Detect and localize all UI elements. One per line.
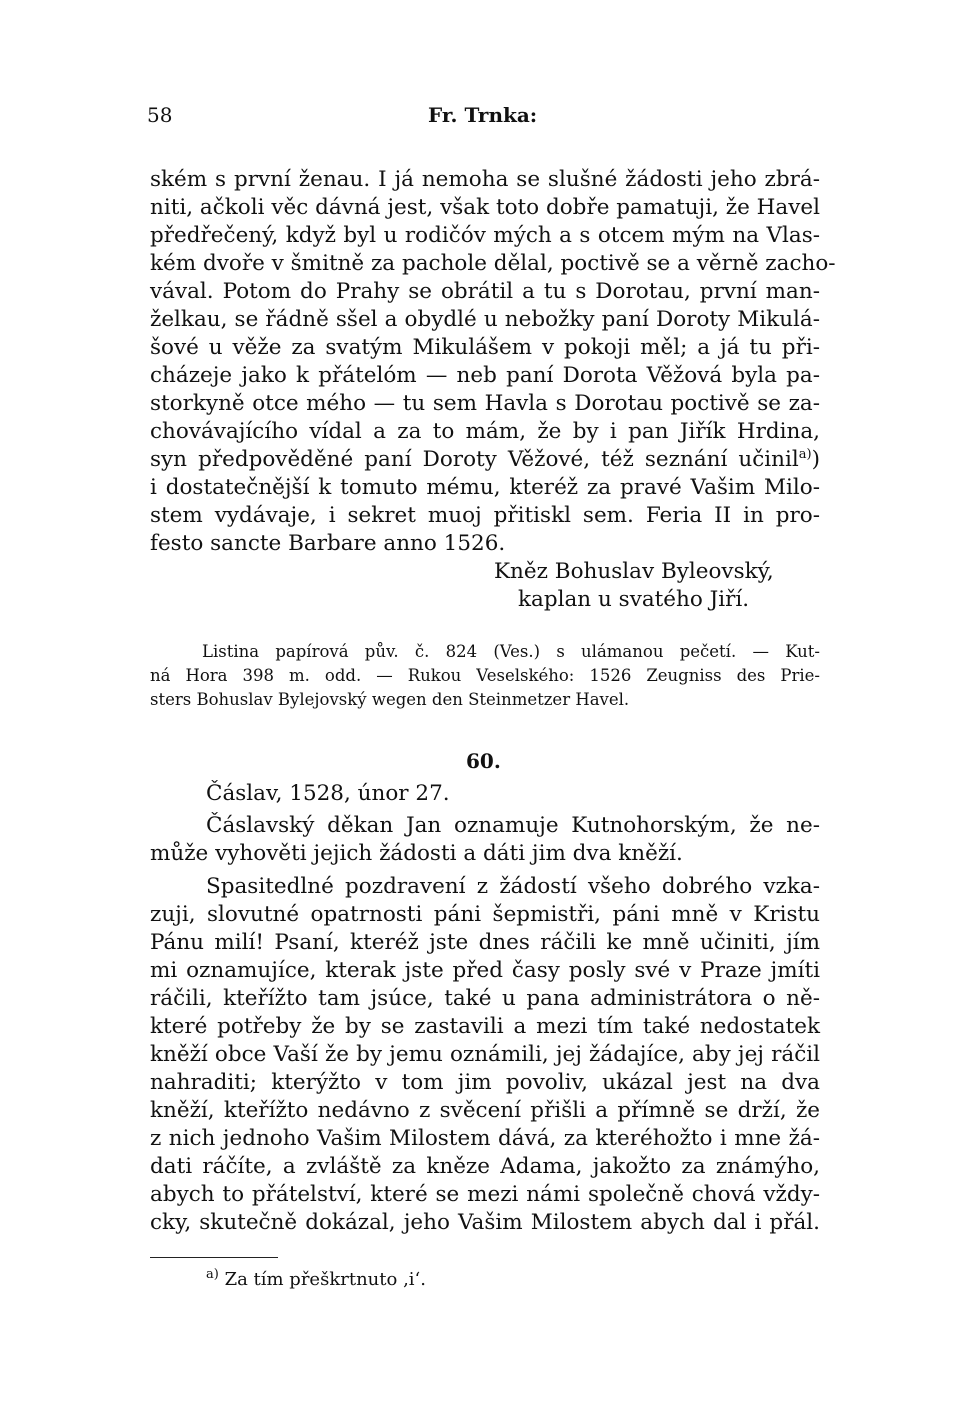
text-line: šové u věže za svatým Mikulášem v pokoji měl; a já tu při- [150, 335, 820, 360]
archival-note-line: sters Bohuslav Bylejovský wegen den Steinmetzer Havel. [150, 690, 630, 709]
summary-line: Čáslavský děkan Jan oznamuje Kutnohorským, že ne- [206, 813, 820, 838]
footnote-rule [150, 1257, 278, 1258]
summary-line: může vyhověti jejich žádosti a dáti jim dva kněží. [150, 841, 683, 866]
signature-title: kaplan u svatého Jiří. [518, 587, 750, 612]
footnote-text: Za tím přeškrtnuto ‚i‘. [224, 1269, 426, 1290]
signature-name: Kněz Bohuslav Byleovský, [494, 559, 774, 584]
text-line: dati ráčíte, a zvláště za kněze Adama, jakožto za známýho, [150, 1154, 820, 1179]
text-line: i dostatečnější k tomuto mému, kteréž za pravé Vašim Milo- [150, 475, 820, 500]
text-line: mi oznamujíce, kterak jste před časy posly své v Praze jmíti [150, 958, 820, 983]
text-line: ském s první ženau. I já nemoha se slušné žádosti jeho zbrá- [150, 167, 820, 192]
page-header [147, 103, 820, 137]
text-line: niti, ačkoli věc dávná jest, však toto dobře pamatuji, že Havel [150, 195, 820, 220]
page [147, 0, 836, 1419]
text-line: festo sancte Barbare anno 1526. [150, 531, 506, 556]
text-line: ráčili, kteřížto tam jsúce, také u pana administrátora o ně- [150, 986, 820, 1011]
text-line: vával. Potom do Prahy se obrátil a tu s Dorotau, první man- [150, 279, 820, 304]
archival-note-line: Listina papírová pův. č. 824 (Ves.) s ulámanou pečetí. — Kut- [202, 642, 820, 661]
running-head: Fr. Trnka: [428, 103, 538, 127]
footnote-marker: a) [206, 1267, 219, 1282]
text-line: kněží, kteřížto nedávno z svěcení přišli a přímně se drží, že [150, 1098, 820, 1123]
text-line: které potřeby že by se zastavili a mezi tím také nedostatek [150, 1014, 820, 1039]
archival-note-line: ná Hora 398 m. odd. — Rukou Veselského: 1526 Zeugniss des Prie- [150, 666, 820, 685]
text-line-with-footnote: syn předpověděné paní Doroty Věžové, též seznání učinil$^{a)}$) [150, 446, 820, 472]
text-line-text: syn předpověděné paní Doroty Věžové, též seznání učinil [150, 447, 799, 472]
text-line: předřečený, když byl u rodičóv mých a s otcem mým na Vlas- [150, 223, 820, 248]
text-line: cházeje jako k přátelóm — neb paní Dorota Věžová byla pa- [150, 363, 820, 388]
document-date: Čáslav, 1528, únor 27. [206, 781, 450, 806]
document-number: 60. [466, 749, 501, 773]
text-line: Spasitedlné pozdravení z žádostí všeho dobrého vzka- [206, 874, 820, 899]
text-line: chovávajícího vídal a za to mám, že by i pan Jiřík Hrdina, [150, 419, 820, 444]
text-line: cky, skutečně dokázal, jeho Vašim Milostem abych dal i přál. [150, 1210, 820, 1235]
text-line: abych to přátelství, které se mezi námi společně chová vždy- [150, 1182, 820, 1207]
text-line: nahraditi; kterýžto v tom jim povoliv, ukázal jest na dva [150, 1070, 820, 1095]
text-line: kém dvoře v šmitně za pachole dělal, poctivě se a věrně zacho- [150, 251, 836, 276]
text-line: z nich jednoho Vašim Milostem dává, za kteréhožto i mne žá- [150, 1126, 820, 1151]
footnote [206, 1268, 426, 1292]
text-line: storkyně otce mého — tu sem Havla s Dorotau poctivě se za- [150, 391, 820, 416]
text-line: želkau, se řádně sšel a obydlé u nebožky paní Doroty Mikulá- [150, 307, 820, 332]
footnote-reference: a) [798, 446, 812, 462]
text-line: kněží obce Vaší že by jemu oznámili, jej žádajíce, aby jej ráčil [150, 1042, 820, 1067]
text-line: Pánu milí! Psaní, kteréž jste dnes ráčili ke mně učiniti, jím [150, 930, 820, 955]
text-line: stem vydávaje, i sekret muoj přitiskl sem. Feria II in pro- [150, 503, 820, 528]
text-line: zuji, slovutné opatrnosti páni šepmistři, páni mně v Kristu [150, 902, 820, 927]
page-number: 58 [147, 103, 173, 127]
